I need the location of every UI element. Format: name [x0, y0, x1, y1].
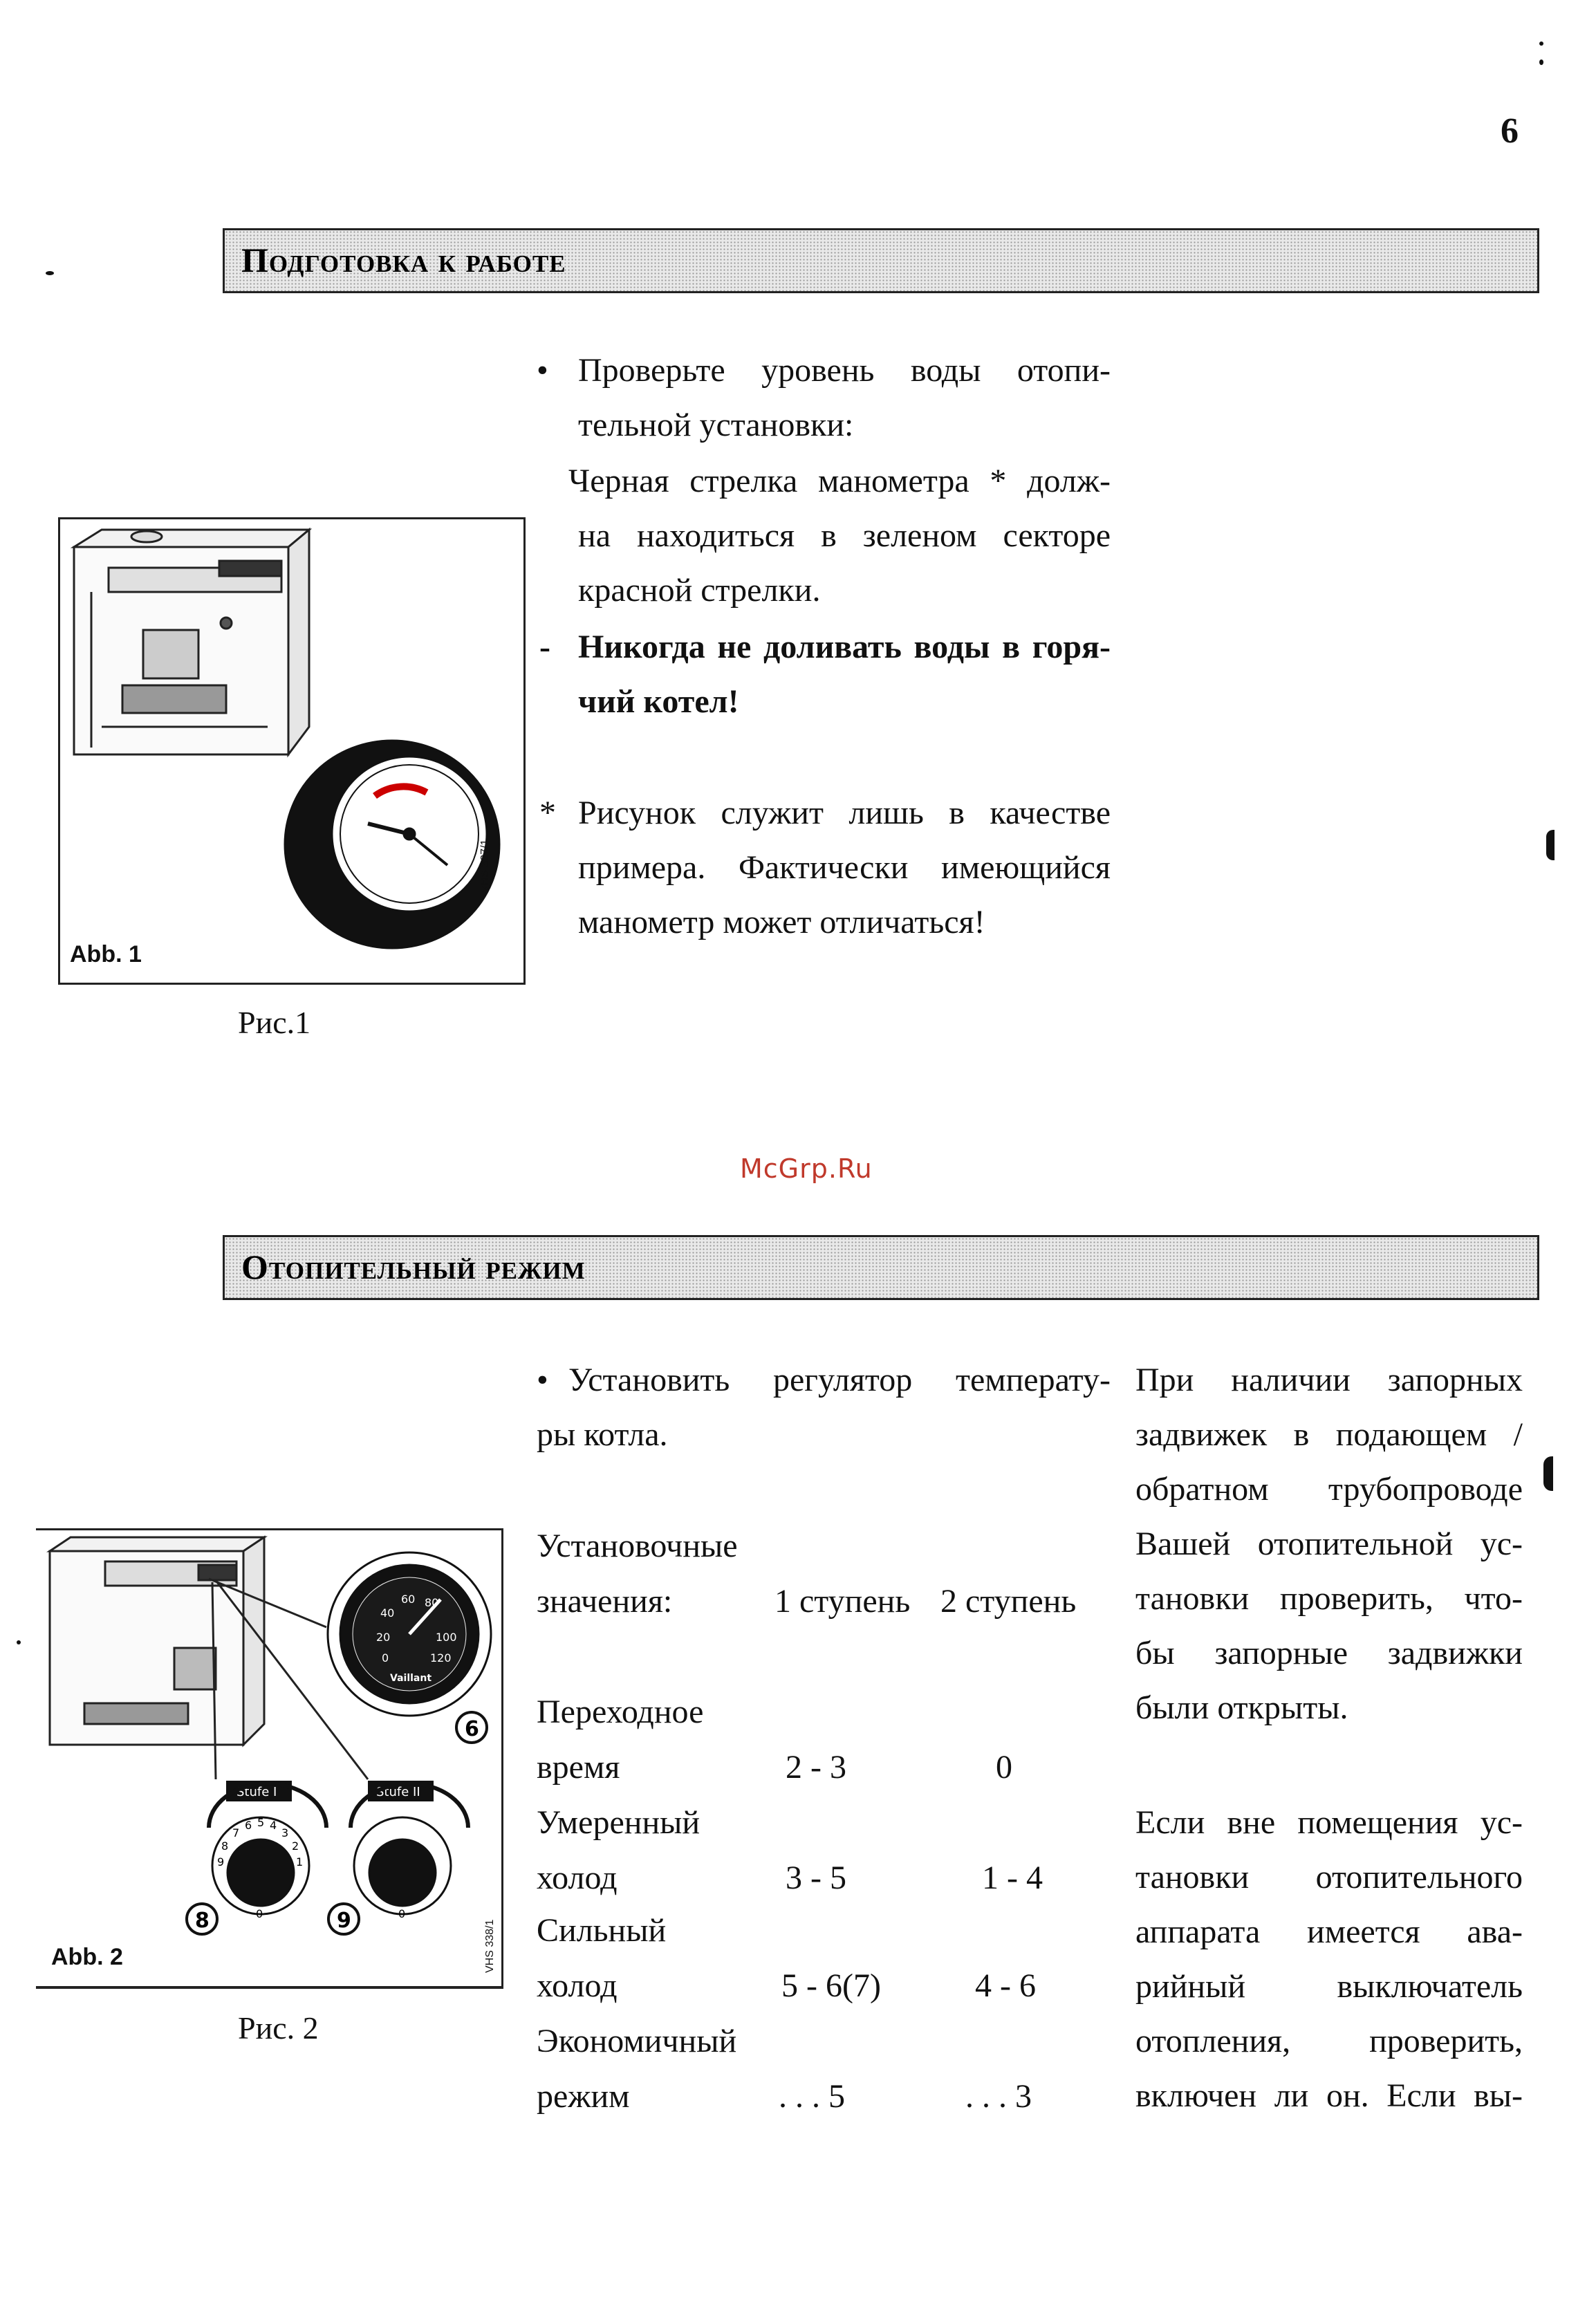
- text-line: на находиться в зеленом секторе: [578, 517, 1111, 554]
- stage1-value: 2 - 3: [786, 1749, 846, 1786]
- text-line: При наличии запорных: [1135, 1362, 1523, 1398]
- text-line: Проверьте уровень воды отопи-: [578, 352, 1111, 389]
- stage1-value: 3 - 5: [786, 1860, 846, 1896]
- gauge-tick: 40: [380, 1606, 395, 1620]
- scan-speck: [1539, 41, 1543, 46]
- dial-tick: 3: [281, 1826, 289, 1839]
- warning-text: [578, 620, 1111, 729]
- bullet-marker: •: [537, 352, 548, 389]
- dial-tick: 1: [296, 1855, 304, 1869]
- figure-code: VHS 337/1: [479, 839, 491, 893]
- row-label: режим: [537, 2078, 630, 2115]
- text-line: были открыты.: [1135, 1689, 1348, 1726]
- section-title: Отопительный режим: [241, 1248, 586, 1286]
- row-label: Переходное: [537, 1694, 704, 1730]
- text-line: Черная стрелка манометра * долж-: [568, 463, 1111, 499]
- text-line: Никогда не доливать воды в горя-: [578, 629, 1111, 665]
- dial-tick: 5: [257, 1816, 265, 1829]
- figure-caption: Рис.1: [238, 1005, 311, 1040]
- figure-label: Abb. 2: [51, 1944, 123, 1970]
- water-level-instruction: [578, 343, 1111, 452]
- callout-9: 9: [337, 1909, 351, 1933]
- text-line: Вашей отопительной ус-: [1135, 1526, 1523, 1562]
- gauge-brand: Vaillant: [390, 1673, 432, 1684]
- note-marker: *: [539, 795, 556, 831]
- stage2-value: 0: [996, 1749, 1012, 1786]
- stufe1-label: Stufe I: [236, 1785, 277, 1799]
- figure-caption: Рис. 2: [238, 2010, 319, 2046]
- section-banner-preparation: [223, 228, 1539, 293]
- row-label: время: [537, 1749, 620, 1786]
- text-line: тановки проверить, что-: [1135, 1580, 1523, 1617]
- figure-code: VHS 338/1: [484, 1919, 496, 1973]
- text-line: чий котел!: [578, 683, 739, 720]
- row-label: холод: [537, 1860, 618, 1896]
- boiler-controls-illustration: [36, 1530, 503, 1987]
- gauge-tick: 60: [401, 1593, 416, 1606]
- gauge-instruction: [568, 454, 1111, 618]
- text-line: тельной установки:: [578, 407, 854, 443]
- dial-tick: 0: [398, 1907, 406, 1920]
- row-label: холод: [537, 1967, 618, 2004]
- dial-tick: 0: [256, 1907, 263, 1920]
- settings-header-line2: значения:: [537, 1583, 673, 1620]
- callout-6: 6: [465, 1717, 479, 1741]
- text-line: рийный выключатель: [1135, 1968, 1523, 2005]
- stage1-value: . . . 5: [779, 2078, 845, 2115]
- row-label: Сильный: [537, 1912, 667, 1949]
- dial-tick: 8: [221, 1839, 229, 1853]
- figure-2: [36, 1528, 503, 1989]
- text-line: включен ли он. Если вы-: [1135, 2077, 1523, 2114]
- settings-header-line1: Установочные: [537, 1528, 738, 1564]
- note-text: [578, 786, 1111, 949]
- figure-label: Abb. 1: [70, 941, 142, 967]
- dial-tick: 2: [292, 1839, 299, 1853]
- scan-speck: [1539, 59, 1543, 65]
- gauge-tick: 120: [430, 1651, 452, 1665]
- text-line: бы запорные задвижки: [1135, 1635, 1523, 1671]
- bullet-marker: •: [537, 1362, 548, 1398]
- text-line: Установить регулятор температу-: [568, 1362, 1111, 1398]
- text-line: аппарата имеется ава-: [1135, 1913, 1523, 1950]
- stage2-value: . . . 3: [965, 2078, 1032, 2115]
- text-line: Если вне помещения ус-: [1135, 1804, 1523, 1841]
- scan-speck: [46, 271, 54, 275]
- stage1-value: 5 - 6(7): [781, 1967, 881, 2004]
- emergency-switch-paragraph: [1135, 1795, 1523, 2123]
- stage2-value: 1 - 4: [982, 1860, 1043, 1896]
- text-line: обратном трубопроводе: [1135, 1471, 1523, 1508]
- row-label: Умеренный: [537, 1804, 700, 1841]
- stage2-value: 4 - 6: [975, 1967, 1036, 2004]
- gauge-tick: 0: [382, 1651, 389, 1665]
- dial-tick: 6: [245, 1819, 252, 1832]
- figure-1: [58, 517, 526, 985]
- boiler-manometer-illustration: [60, 519, 523, 983]
- section-title: Подготовка к работе: [241, 241, 566, 279]
- stage1-header: 1 ступень: [774, 1583, 911, 1620]
- warning-marker: -: [539, 629, 550, 665]
- gauge-tick: 20: [376, 1631, 391, 1644]
- gauge-tick: 80: [425, 1596, 439, 1609]
- text-line: красной стрелки.: [578, 572, 821, 609]
- text-line: задвижек в подающем /: [1135, 1416, 1523, 1453]
- page-number: 6: [1501, 111, 1519, 151]
- watermark: McGrp.Ru: [740, 1153, 873, 1184]
- scan-mark: [1546, 830, 1555, 860]
- section-banner-heating-mode: [223, 1235, 1539, 1300]
- text-line: Рисунок служит лишь в качестве: [578, 795, 1111, 831]
- valves-paragraph: [1135, 1353, 1523, 1735]
- dial-tick: 7: [232, 1826, 240, 1839]
- scan-speck: [17, 1640, 21, 1644]
- callout-8: 8: [195, 1909, 210, 1933]
- text-line: ры котла.: [537, 1416, 668, 1453]
- text-line: манометр может отличаться!: [578, 904, 985, 940]
- regulator-instruction: [537, 1353, 1111, 1462]
- dial-tick: 4: [270, 1819, 277, 1832]
- stage2-header: 2 ступень: [940, 1583, 1077, 1620]
- scan-mark: [1543, 1456, 1553, 1491]
- text-line: тановки отопительного: [1135, 1859, 1523, 1895]
- row-label: Экономичный: [537, 2023, 737, 2059]
- gauge-tick: 100: [436, 1631, 457, 1644]
- text-line: примера. Фактически имеющийся: [578, 849, 1111, 886]
- stufe2-label: Stufe II: [376, 1785, 420, 1799]
- dial-tick: 9: [217, 1855, 225, 1869]
- text-line: отопления, проверить,: [1135, 2023, 1523, 2059]
